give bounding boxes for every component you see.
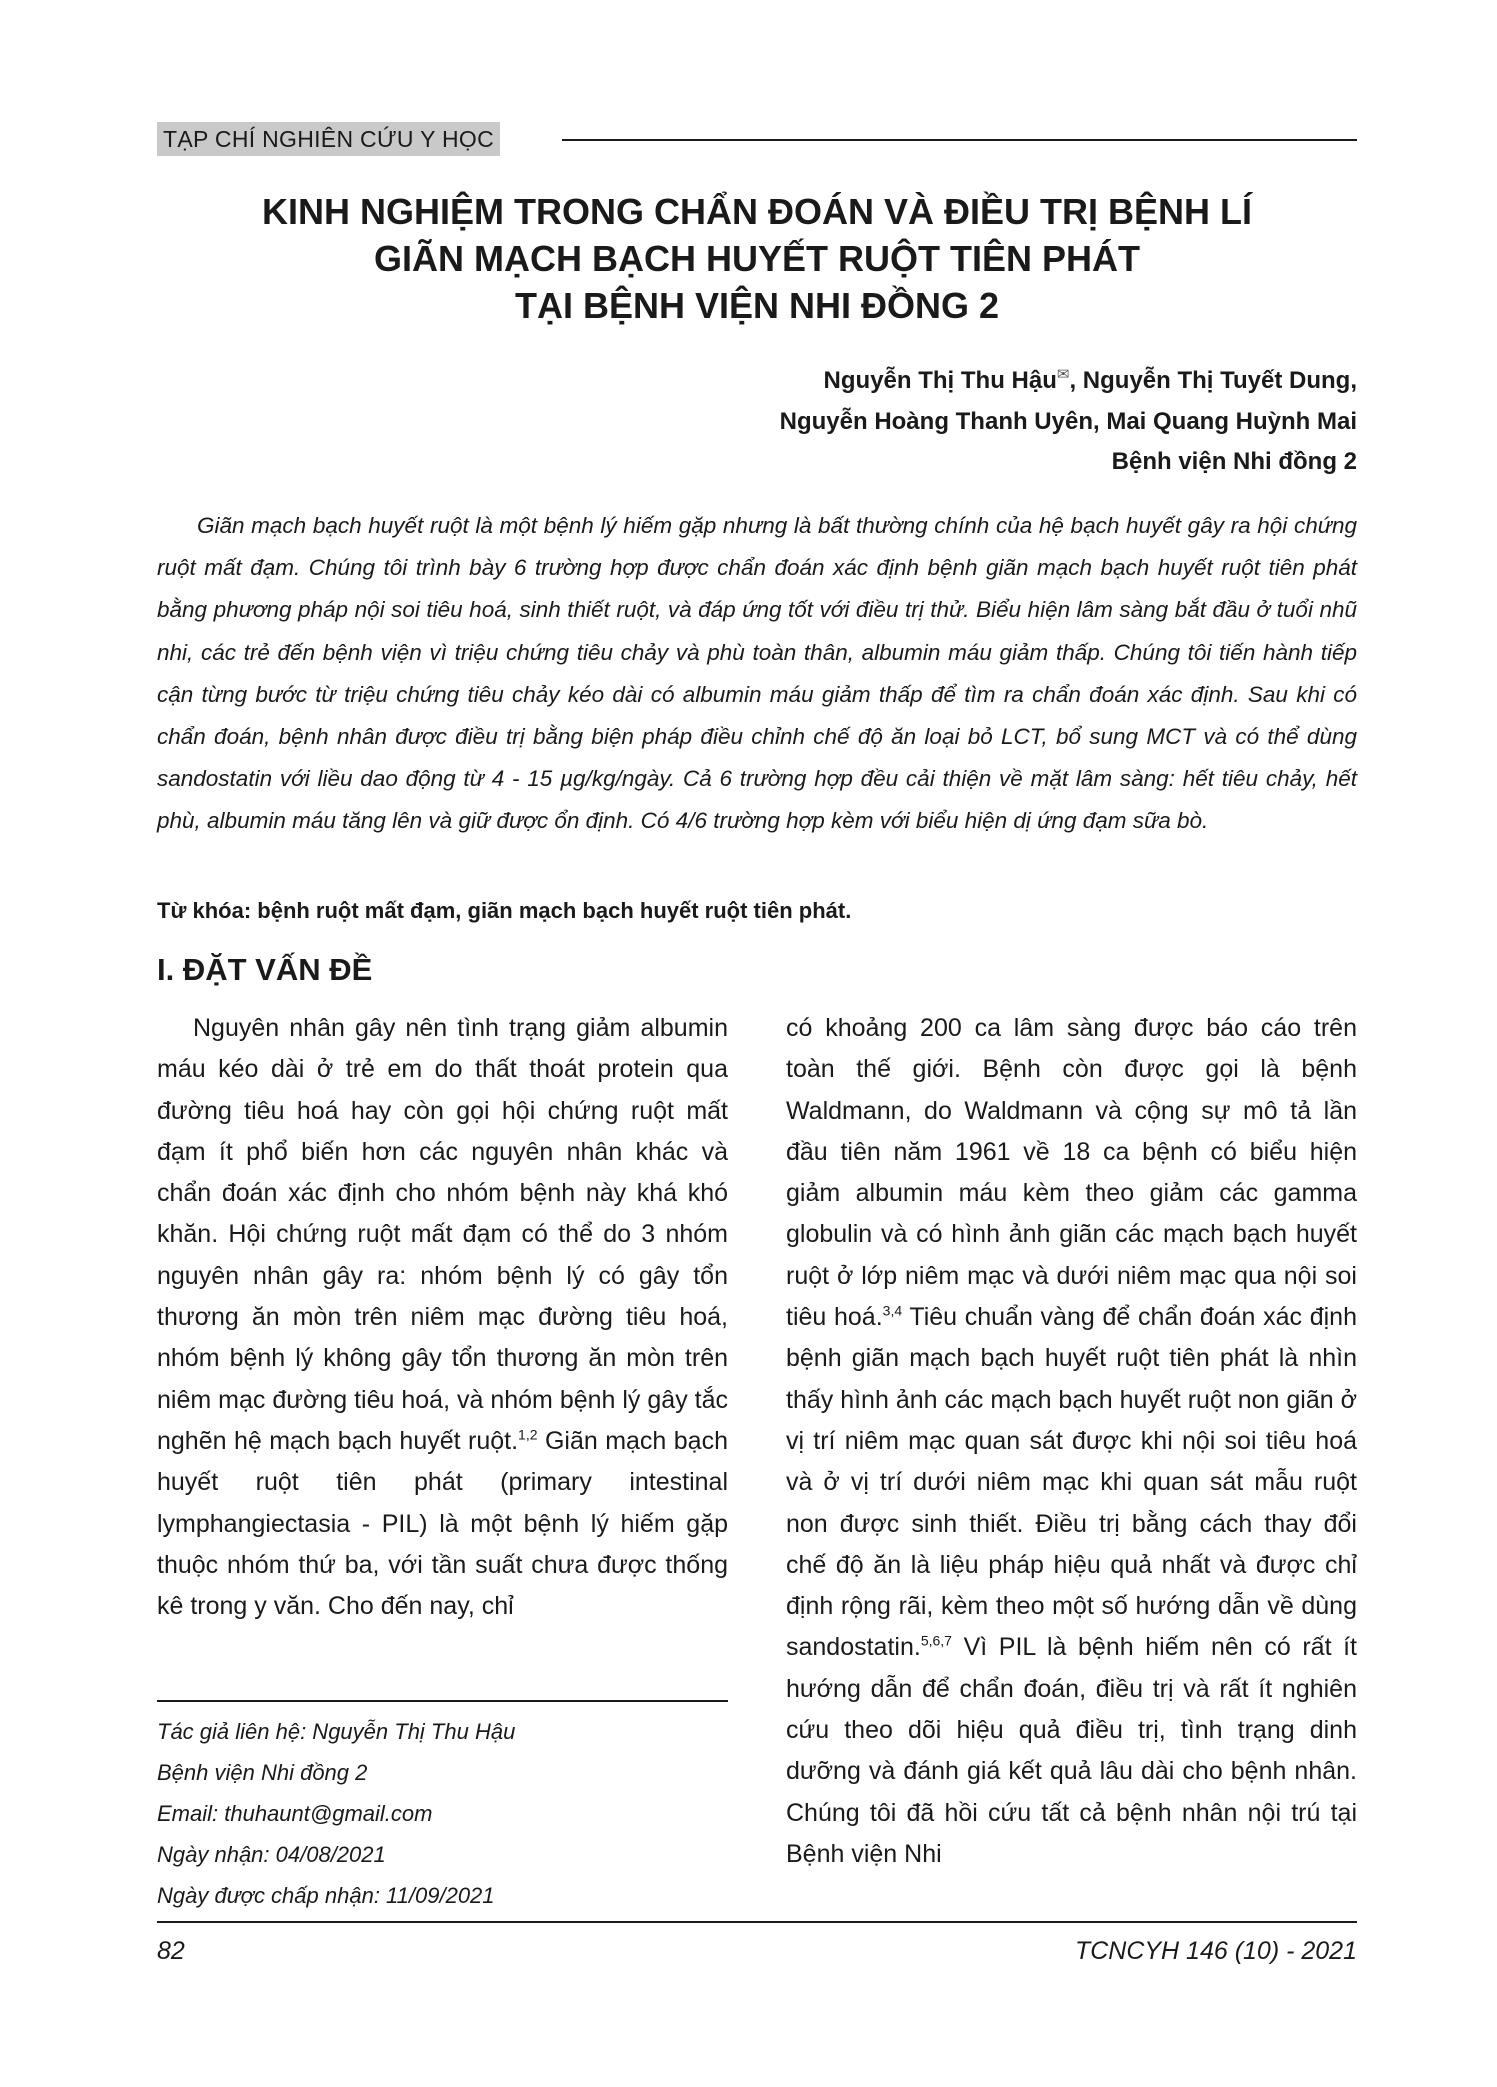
- institution-note: Bệnh viện Nhi đồng 2: [157, 1760, 368, 1785]
- author-list: [780, 354, 1357, 442]
- title-line-1: KINH NGHIỆM TRONG CHẨN ĐOÁN VÀ ĐIỀU TRỊ BỆNH LÍ: [262, 191, 1252, 232]
- journal-header: [157, 122, 1357, 156]
- keywords: Từ khóa: bệnh ruột mất đạm, giãn mạch bạch huyết ruột tiên phát.: [157, 898, 852, 923]
- header-rule: [562, 139, 1357, 141]
- title-line-3: TẠI BỆNH VIỆN NHI ĐỒNG 2: [514, 285, 1000, 326]
- section-heading: I. ĐẶT VẤN ĐỀ: [157, 952, 373, 987]
- title-line-2: GIÃN MẠCH BẠCH HUYẾT RUỘT TIÊN PHÁT: [374, 238, 1140, 279]
- footnote-rule: [157, 1700, 728, 1702]
- body-column-right: [786, 1008, 1357, 1875]
- footer-rule: [157, 1921, 1357, 1923]
- author-line-1: [780, 354, 1357, 401]
- corresponding-author: Nguyễn Thị Thu Hậu: [823, 367, 1057, 394]
- author-line-2: Nguyễn Hoàng Thanh Uyên, Mai Quang Huỳnh Mai: [779, 408, 1357, 435]
- abstract: Giãn mạch bạch huyết ruột là một bệnh lý hiếm gặp nhưng là bất thường chính của hệ bạch huyết gây ra hội chứng ruột mất đạm. Chúng tôi trình bày 6 trường hợp được chẩn đoán xác định bệnh giãn mạch bạch huyết ruột tiên phát bằng phương pháp nội soi tiêu hoá, sinh thiết ruột, và đáp ứng tốt với điều trị thử. Biểu hiện lâm sàng bắt đầu ở tuổi nhũ nhi, các trẻ đến bệnh viện vì triệu chứng tiêu chảy và phù toàn thân, albumin máu giảm thấp. Chúng tôi tiến hành tiếp cận từng bước từ triệu chứng tiêu chảy kéo dài có albumin máu giảm thấp để tìm ra chẩn đoán xác định. Sau khi có chẩn đoán, bệnh nhân được điều trị bằng biện pháp điều chỉnh chế độ ăn loại bỏ LCT, bổ sung MCT và có thể dùng sandostatin với liều dao động từ 4 - 15 µg/kg/ngày. Cả 6 trường hợp đều cải thiện về mặt lâm sàng: hết tiêu chảy, hết phù, albumin máu tăng lên và giữ được ổn định. Có 4/6 trường hợp kèm với biểu hiện dị ứng đạm sữa bò.: [157, 513, 1357, 834]
- page-number: 82: [157, 1937, 185, 1965]
- body-column-left: [157, 1008, 728, 1627]
- mail-icon: ✉: [1056, 366, 1070, 383]
- journal-name: TẠP CHÍ NGHIÊN CỨU Y HỌC: [157, 122, 500, 156]
- right-text-3: Vì PIL là bệnh hiếm nên có rất ít hướng dẫn để chẩn đoán, điều trị và rất ít nghiên cứu theo dõi hiệu quả điều trị, tình trạng dinh dưỡng và đánh giá kết quả lâu dài cho bệnh nhân. Chúng tôi đã hồi cứu tất cả bệnh nhân nội trú tại Bệnh viện Nhi: [786, 1633, 1357, 1868]
- email-note: Email: thuhaunt@gmail.com: [157, 1801, 433, 1826]
- accepted-date: Ngày được chấp nhận: 11/09/2021: [157, 1883, 495, 1908]
- received-date: Ngày nhận: 04/08/2021: [157, 1842, 386, 1867]
- citation: 5,6,7: [920, 1633, 952, 1650]
- right-text-2: Tiêu chuẩn vàng để chẩn đoán xác định bệnh giãn mạch bạch huyết ruột tiên phát là nhìn thấy hình ảnh các mạch bạch huyết ruột non giãn ở vị trí niêm mạc quan sát được khi nội soi tiêu hoá và ở vị trí dưới niêm mạc khi quan sát mẫu ruột non được sinh thiết. Điều trị bằng cách thay đổi chế độ ăn là liệu pháp hiệu quả nhất và được chỉ định rộng rãi, kèm theo một số hướng dẫn về dùng sandostatin.: [786, 1303, 1357, 1662]
- right-text-1: có khoảng 200 ca lâm sàng được báo cáo trên toàn thế giới. Bệnh còn được gọi là bệnh Waldmann, do Waldmann và cộng sự mô tả lần đầu tiên năm 1961 về 18 ca bệnh có biểu hiện giảm albumin máu kèm theo giảm các gamma globulin và có hình ảnh giãn các mạch bạch huyết ruột ở lớp niêm mạc và dưới niêm mạc qua nội soi tiêu hoá.: [786, 1014, 1357, 1332]
- footnote: [157, 1711, 757, 1916]
- affiliation: Bệnh viện Nhi đồng 2: [1111, 448, 1357, 475]
- corresponding-author-note: Tác giả liên hệ: Nguyễn Thị Thu Hậu: [157, 1719, 516, 1744]
- citation: 1,2: [518, 1426, 538, 1443]
- journal-issue: TCNCYH 146 (10) - 2021: [1074, 1937, 1357, 1965]
- co-authors: , Nguyễn Thị Tuyết Dung,: [1069, 367, 1357, 394]
- article-title: [157, 188, 1357, 329]
- left-text-1: Nguyên nhân gây nên tình trạng giảm albumin máu kéo dài ở trẻ em do thất thoát protein qua đường tiêu hoá hay còn gọi hội chứng ruột mất đạm ít phổ biến hơn các nguyên nhân khác và chẩn đoán xác định cho nhóm bệnh này khá khó khăn. Hội chứng ruột mất đạm có thể do 3 nhóm nguyên nhân gây ra: nhóm bệnh lý có gây tổn thương ăn mòn trên niêm mạc đường tiêu hoá, nhóm bệnh lý không gây tổn thương ăn mòn trên niêm mạc đường tiêu hoá, và nhóm bệnh lý gây tắc nghẽn hệ mạch bạch huyết ruột.: [157, 1014, 728, 1455]
- left-text-2: Giãn mạch bạch huyết ruột tiên phát (primary intestinal lymphangiectasia - PIL) là một bệnh lý hiếm gặp thuộc nhóm thứ ba, với tần suất chưa được thống kê trong y văn. Cho đến nay, chỉ: [157, 1426, 728, 1621]
- citation: 3,4: [882, 1302, 903, 1319]
